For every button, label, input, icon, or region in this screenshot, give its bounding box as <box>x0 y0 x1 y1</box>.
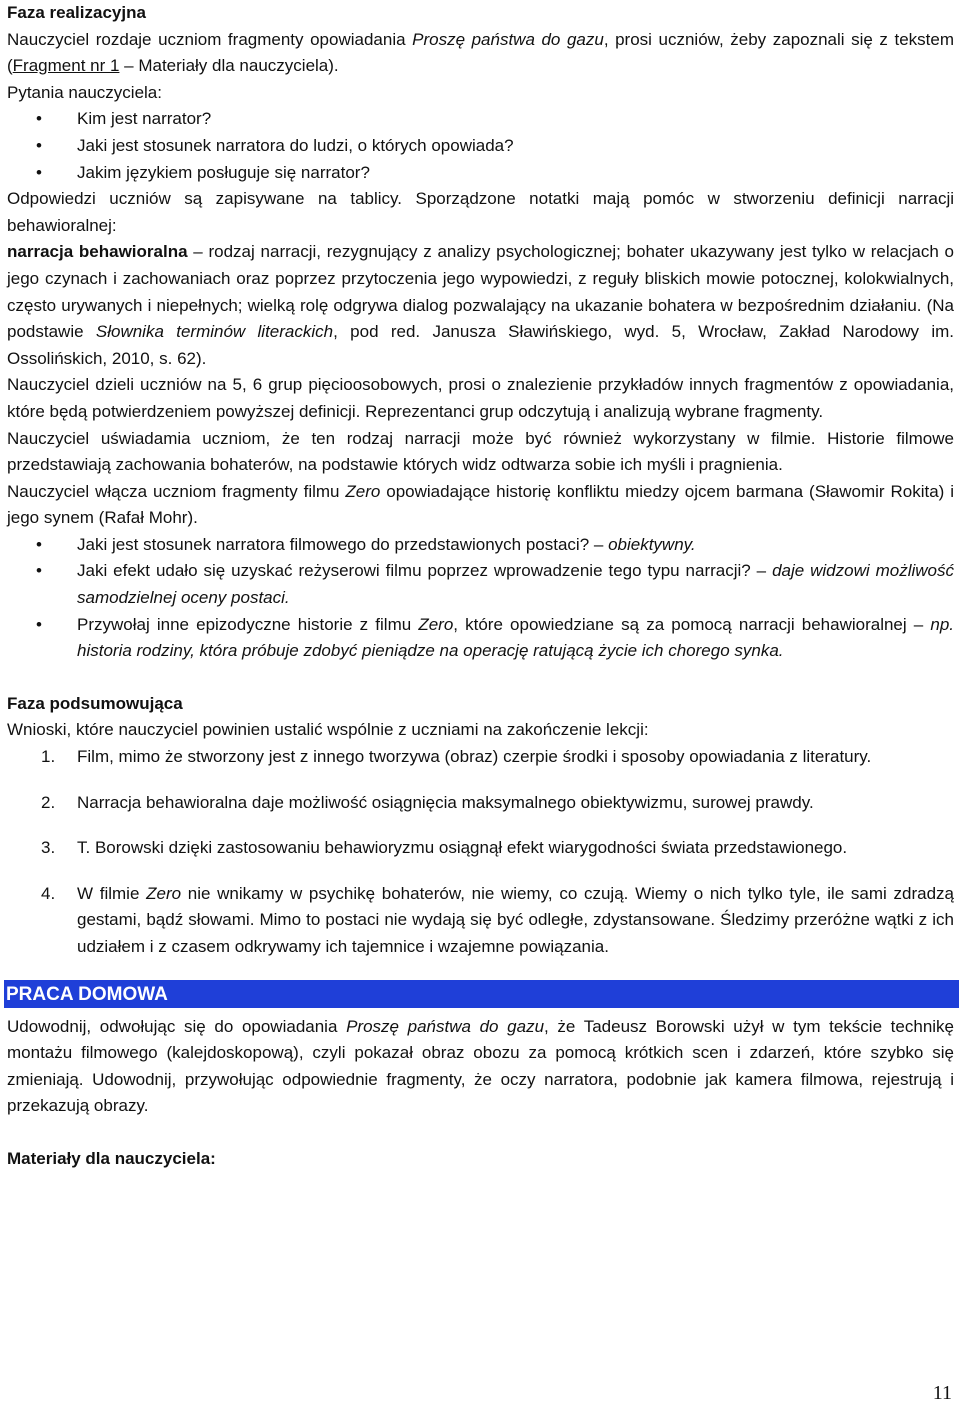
fragment-link[interactable]: Fragment nr 1 <box>12 56 120 76</box>
section-heading-realizacyjna: Faza realizacyjna <box>7 3 146 22</box>
teacher-questions-list <box>7 106 954 186</box>
document-page <box>7 0 954 1173</box>
questions-intro: Pytania nauczyciela: <box>7 82 162 102</box>
story-title: Proszę państwa do gazu <box>412 29 604 49</box>
definition-term: narracja behawioralna <box>7 242 188 262</box>
spacer <box>7 1120 954 1146</box>
conclusions-intro: Wnioski, które nauczyciel powinien ustalić wspólnie z uczniami na zakończenie lekcji: <box>7 720 649 740</box>
list-item: • Jaki jest stosunek narratora do ludzi, o których opowiada? <box>77 133 954 160</box>
list-item: 2. Narracja behawioralna daje możliwość osiągnięcia maksymalnego obiektywizmu, surowej prawdy. <box>41 792 814 812</box>
list-item: 3. T. Borowski dzięki zastosowaniu behawioryzmu osiągnął efekt wiarygodności świata przedstawionego. <box>41 838 848 858</box>
list-item: • Jaki jest stosunek narratora filmowego do przedstawionych postaci? – obiektywny. <box>77 532 954 559</box>
spacer <box>7 665 954 691</box>
list-item: • Kim jest narrator? <box>77 106 954 133</box>
list-item: 4. W filmie Zero nie wnikamy w psychikę bohaterów, nie wiemy, co czują. Wiemy o nich tylko tyle, ile sami zdradzą gestami, bądź słowami. Mimo to postaci nie wydają się być odległe, zdystansowane. Śledzimy przeróżne wątki z ich udziałem i z czasem odkrywamy ich tajemnice i wzajemne powiązania. <box>41 883 954 956</box>
paragraph-film-fragments: Nauczyciel włącza uczniom fragmenty filmu Zero opowiadające historię konfliktu miedzy ojcem barmana (Sławomir Rokita) i jego synem (Rafał Mohr). <box>7 481 954 528</box>
conclusions-list <box>7 744 954 961</box>
definition-paragraph: narracja behawioralna – rodzaj narracji, rezygnujący z analizy psychologicznej; bohater ukazywany jest tylko w relacjach o jego czynach i zachowaniach oraz poprzez przytoczenia jego wypowiedzi, z reguły bliskich mowie potocznej, kolokwialnych, często urywanych i niepełnych; wielką rolę odgrywa dialog pozwalający na ukazanie bohatera w bezpośrednim działaniu. (Na podstawie Słownika terminów literackich, pod red. Janusza Sławińskiego, wyd. 5, Wrocław, Zakład Narodowy im. Ossolińskich, 2010, s. 62). <box>7 242 954 368</box>
homework-banner: PRACA DOMOWA <box>4 980 959 1008</box>
dictionary-title: Słownika terminów literackich <box>95 322 334 342</box>
list-item: • Jaki efekt udało się uzyskać reżyserowi filmu poprzez wprowadzenie tego typu narracji? – daje widzowi możliwość samodzielnej oceny postaci. <box>77 558 954 611</box>
list-item: • Przywołaj inne epizodyczne historie z filmu Zero, które opowiedziane są za pomocą narracji behawioralnej – np. historia rodziny, która próbuje zdobyć pieniądze na operację ratującą życie ich chorego synka. <box>77 612 954 665</box>
story-title: Proszę państwa do gazu <box>346 1016 545 1036</box>
paragraph-film-narration: Nauczyciel uświadamia uczniom, że ten rodzaj narracji może być również wykorzystany w filmie. Historie filmowe przedstawiają zachowania bohaterów, na podstawie których widz odtwarza sobie ich myśli i pragnienia. <box>7 428 954 475</box>
film-title: Zero <box>345 481 381 501</box>
section-heading-podsumowujaca: Faza podsumowująca <box>7 693 183 713</box>
list-item: 1. Film, mimo że stworzony jest z innego tworzywa (obraz) czerpie środki i sposoby opowiadania z literatury. <box>41 747 872 767</box>
paragraph-intro: Nauczyciel rozdaje uczniom fragmenty opowiadania Proszę państwa do gazu, prosi uczniów, żeby zapoznali się z tekstem (Fragment nr 1 – Materiały dla nauczyciela). <box>7 29 954 76</box>
paragraph-groups: Nauczyciel dzieli uczniów na 5, 6 grup pięcioosobowych, prosi o znalezienie przykładów innych fragmentów z opowiadania, które będą potwierdzeniem powyższej definicji. Reprezentanci grup odczytują i analizują wybrane fragmenty. <box>7 375 954 421</box>
page-number: 11 <box>932 1382 952 1404</box>
film-questions-list <box>7 532 954 665</box>
homework-paragraph: Udowodnij, odwołując się do opowiadania Proszę państwa do gazu, że Tadeusz Borowski użył w tym tekście technikę montażu filmowego (kalejdoskopową), czyli pokazał obraz obozu za pomocą krótkich scen i zdarzeń, które szybko się zmieniają. Udowodnij, przywołując odpowiednie fragmenty, że oczy narratora, podobnie jak kamera filmowa, rejestrują i przekazują obrazy. <box>7 1016 955 1116</box>
list-item: • Jakim językiem posługuje się narrator? <box>77 160 954 187</box>
paragraph-notes: Odpowiedzi uczniów są zapisywane na tablicy. Sporządzone notatki mają pomóc w stworzeniu definicji narracji behawioralnej: <box>7 189 954 235</box>
materials-heading: Materiały dla nauczyciela: <box>7 1148 216 1168</box>
